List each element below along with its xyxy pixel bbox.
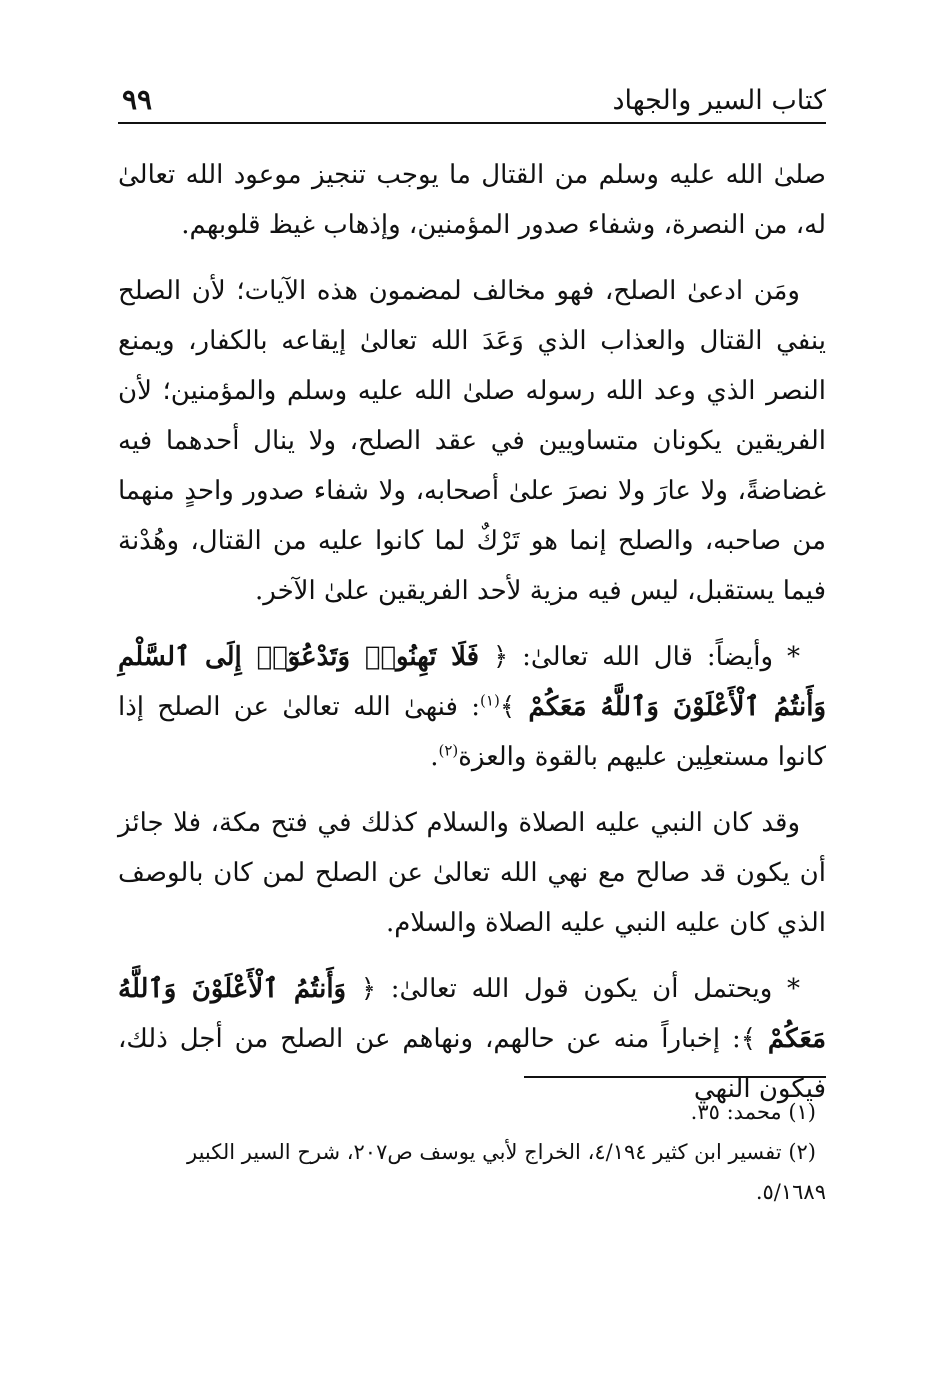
quran-verse-1: فَلَا تَهِنُوا۟ وَتَدْعُوٓا۟ إِلَى ٱلسَّلْمِ وَأَنتُمُ ٱلْأَعْلَوْنَ وَٱللَّهُ مَعَكُمْ [118, 642, 826, 722]
quran-bracket-open: ﴿ [360, 974, 377, 1004]
paragraph-4: وقد كان النبي عليه الصلاة والسلام كذلك في فتح مكة، فلا جائز أن يكون قد صالح مع نهي الله تعالىٰ عن الصلح لمن كان بالوصف الذي كان عليه النبي عليه الصلاة والسلام. [118, 808, 826, 938]
paragraph-2: ومَن ادعىٰ الصلح، فهو مخالف لمضمون هذه الآيات؛ لأن الصلح ينفي القتال والعذاب الذي وَعَدَ الله تعالىٰ إيقاعه بالكفار، ويمنع النصر الذي وعد الله رسوله صلىٰ الله عليه وسلم والمؤمنين؛ لأن الفريقين يكونان متساويين في عقد الصلح، ولا ينال أحدهما فيه غضاضةً، ولا عارَ ولا نصرَ علىٰ أصحابه، ولا شفاء صدور واحدٍ منهما من صاحبه، والصلح إنما هو تَرْكٌ لما كانوا عليه من القتال، وهُدْنة فيما يستقبل، ليس فيه مزية لأحد الفريقين علىٰ الآخر. [118, 276, 826, 606]
quran-verse-2: وَأَنتُمُ ٱلْأَعْلَوْنَ وَٱللَّهُ مَعَكُمْ [118, 974, 826, 1054]
footnote-ref-1[interactable]: (١) [480, 691, 500, 710]
paragraph-3-lead: * وأيضاً: قال الله تعالىٰ: [522, 642, 800, 672]
running-title: كتاب السير والجهاد [612, 85, 826, 116]
footnote-1: (١) محمد: ٣٥. [690, 1100, 816, 1124]
quran-bracket-close: ﴾ [740, 1024, 756, 1054]
page-number: ٩٩ [122, 83, 153, 116]
quran-bracket-close: ﴾ [499, 692, 516, 722]
quran-bracket-open: ﴿ [493, 642, 509, 672]
paragraph-3-end: . [430, 742, 439, 772]
page-header [118, 78, 826, 124]
paragraph-5-text: : إخباراً منه عن حالهم، ونهاهم عن الصلح من أجل ذلك، فيكون النهي [118, 1024, 826, 1104]
paragraph-1: صلىٰ الله عليه وسلم من القتال ما يوجب تنجيز موعود الله تعالىٰ له، من النصرة، وشفاء صدور المؤمنين، وإذهاب غيظ قلوبهم. [118, 160, 826, 240]
paragraph-3 [118, 632, 826, 782]
main-text [118, 150, 826, 1130]
footnotes [118, 1092, 826, 1212]
footnote-separator [524, 1076, 826, 1078]
paragraph-3-text: : فنهىٰ الله تعالىٰ عن الصلح إذا كانوا مستعلِين عليهم بالقوة والعزة [118, 692, 826, 772]
paragraph-5-lead: * ويحتمل أن يكون قول الله تعالىٰ: [390, 974, 801, 1004]
footnote-2: (٢) تفسير ابن كثير ٤/١٩٤، الخراج لأبي يوسف ص٢٠٧، شرح السير الكبير ٥/١٦٨٩. [186, 1140, 826, 1204]
footnote-ref-2[interactable]: (٢) [438, 741, 459, 760]
